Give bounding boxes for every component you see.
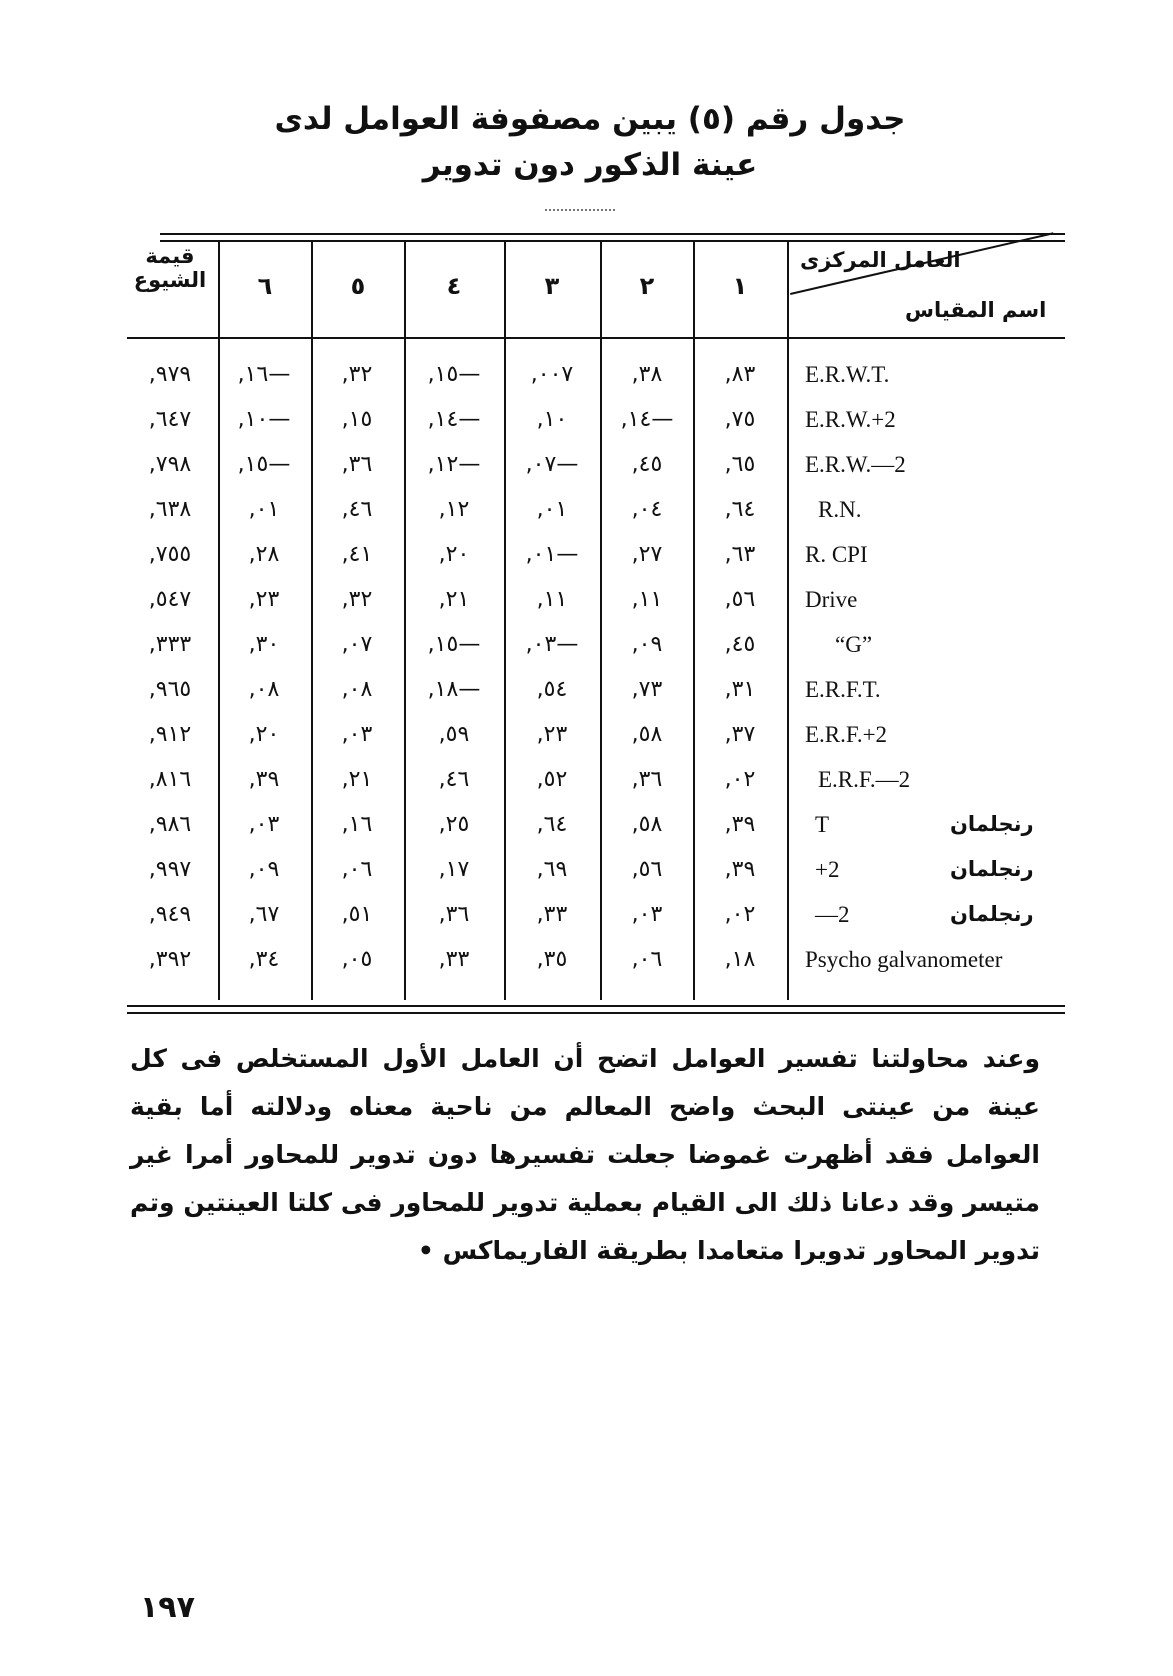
factor5-cell: ,٤٦ [341,497,373,522]
scale-name: Drive [805,587,858,612]
communality-cell: ,٩٩٧ [148,857,192,882]
factor3-cell: ,٥٤ [536,677,568,702]
scale-name: “G” [835,632,873,657]
factor4-cell: ,٣٦ [438,902,470,927]
communality-cell: ,٩٨٦ [148,812,192,837]
communality-cell: ,٦٣٨ [148,497,192,522]
factor6-cell: ,٠٨ [248,677,280,702]
factor-col-5: ٥ [350,272,366,300]
scale-name: E.R.F.—2 [818,767,911,792]
factor2-cell: ,٠٤ [631,497,663,522]
factor2-cell: ,٢٧ [631,542,663,567]
title-line-2: عينة الذكور دون تدوير [422,147,758,183]
factor4-cell: ,١٢ [438,497,470,522]
col-line [311,240,313,1000]
table-top-rule [160,233,1065,235]
table-header-rule [127,337,1065,339]
scale-name: E.R.W.+2 [805,407,896,432]
col-line [787,240,789,1000]
factor1-cell: ,٧٥ [724,407,756,432]
communality-cell: ,٣٣٣ [148,632,192,657]
communality-cell: ,٩٤٩ [148,902,192,927]
factor3-cell: ,١٠ [536,407,568,432]
factor2-cell: ,٧٣ [631,677,663,702]
factor4-cell: ,٤٦ [438,767,470,792]
factor2-cell: ,٣٦ [631,767,663,792]
scale-name: E.R.W.—2 [805,452,906,477]
page-number: ١٩٧ [140,1590,195,1625]
col-line [404,240,406,1000]
factor4-cell: ,١٨— [427,677,481,702]
factor6-cell: ,٣٩ [248,767,280,792]
factor1-cell: ,٥٦ [724,587,756,612]
factor3-cell: ,٦٩ [536,857,568,882]
factor3-cell: ,١١ [536,587,568,612]
factor2-cell: ,٥٨ [631,722,663,747]
factor1-cell: ,٨٣ [724,362,756,387]
factor5-cell: ,٤١ [341,542,373,567]
factor4-cell: ,٥٩ [438,722,470,747]
header-scale-label: اسم المقياس [905,298,1047,322]
scale-name-arabic: رنجلمان [950,857,1034,881]
communality-cell: ,٩٧٩ [148,362,192,387]
factor6-cell: ,٦٧ [248,902,280,927]
factor5-cell: ,٠٨ [341,677,373,702]
communality-header: قيمة الشيوع [133,244,207,292]
factor4-cell: ,٢٠ [438,542,470,567]
factor4-cell: ,٢٥ [438,812,470,837]
factor3-cell: ,٠٠٧ [530,362,574,387]
factor1-cell: ,٠٢ [724,902,756,927]
col-line [504,240,506,1000]
scale-name: T [815,812,830,837]
factor6-cell: ,٠١ [248,497,280,522]
communality-cell: ,٩٦٥ [148,677,192,702]
factor1-cell: ,٦٣ [724,542,756,567]
factor6-cell: ,٣٤ [248,947,280,972]
communality-cell: ,٥٤٧ [148,587,192,612]
factor6-cell: ,٢٨ [248,542,280,567]
factor5-cell: ,٣٢ [341,587,373,612]
factor6-cell: ,٣٠ [248,632,280,657]
factor6-cell: ,١٥— [237,452,291,477]
factor4-cell: ,١٢— [427,452,481,477]
factor5-cell: ,٥١ [341,902,373,927]
factor2-cell: ,٠٩ [631,632,663,657]
factor1-cell: ,٠٢ [724,767,756,792]
factor3-cell: ,٣٣ [536,902,568,927]
factor3-cell: ,٠١— [525,542,579,567]
factor3-cell: ,٠١ [536,497,568,522]
factor2-cell: ,٠٦ [631,947,663,972]
col-line [600,240,602,1000]
factor2-cell: ,٤٥ [631,452,663,477]
factor2-cell: ,٣٨ [631,362,663,387]
factor4-cell: ,٣٣ [438,947,470,972]
factor6-cell: ,٠٣ [248,812,280,837]
factor3-cell: ,٦٤ [536,812,568,837]
scale-name-arabic: رنجلمان [950,812,1034,836]
scale-name: E.R.F.T. [805,677,881,702]
factor6-cell: ,٢٠ [248,722,280,747]
factor1-cell: ,٣٩ [724,812,756,837]
factor5-cell: ,٠٥ [341,947,373,972]
body-paragraph: وعند محاولتنا تفسير العوامل اتضح أن العامل الأول المستخلص فى كل عينة من عينتى البحث واضح المعالم من ناحية معناه ودلالته أما بقية العوامل فقد أظهرت غموضا جعلت تفسيرها دون تدوير للمحاور أمرا غير متيسر وقد دعانا ذلك الى القيام بعملية تدوير للمحاور فى كلتا العينتين وتم تدوير المحاور تدويرا متعامدا بطريقة الفاريماكس • [130,1044,1040,1265]
factor3-cell: ,٥٢ [536,767,568,792]
table-top-rule-2 [160,240,1065,242]
col-line [218,240,220,1000]
factor6-cell: ,٠٩ [248,857,280,882]
col-line [693,240,695,1000]
communality-cell: ,٧٩٨ [148,452,192,477]
title-line-1: جدول رقم (٥) يبين مصفوفة العوامل لدى [274,101,906,137]
factor4-cell: ,١٥— [427,362,481,387]
factor5-cell: ,١٦ [341,812,373,837]
header-factor-label: العامل المركزى [800,248,961,272]
factor3-cell: ,٣٥ [536,947,568,972]
communality-cell: ,٦٤٧ [148,407,192,432]
factor-col-3: ٣ [544,272,560,300]
factor3-cell: ,٠٣— [525,632,579,657]
table-bottom-rule [127,1005,1065,1007]
factor2-cell: ,٥٨ [631,812,663,837]
factor5-cell: ,١٥ [341,407,373,432]
factor6-cell: ,٢٣ [248,587,280,612]
factor2-cell: ,١١ [631,587,663,612]
factor-col-6: ٦ [257,272,273,300]
factor2-cell: ,٥٦ [631,857,663,882]
scale-name-arabic: رنجلمان [950,902,1034,926]
scale-name: +2 [815,857,840,882]
scale-name: E.R.W.T. [805,362,890,387]
scale-name: E.R.F.+2 [805,722,888,747]
factor6-cell: ,١٦— [237,362,291,387]
communality-cell: ,٩١٢ [148,722,192,747]
factor1-cell: ,٣٩ [724,857,756,882]
scale-name: —2 [815,902,850,927]
factor5-cell: ,٢١ [341,767,373,792]
factor4-cell: ,١٧ [438,857,470,882]
factor3-cell: ,٠٧— [525,452,579,477]
factor3-cell: ,٢٣ [536,722,568,747]
factor4-cell: ,٢١ [438,587,470,612]
factor-col-4: ٤ [446,272,462,300]
title-divider [545,209,615,211]
factor1-cell: ,٣١ [724,677,756,702]
scale-name: R. CPI [805,542,868,567]
factor2-cell: ,٠٣ [631,902,663,927]
table-bottom-rule-2 [127,1012,1065,1014]
factor1-cell: ,٦٤ [724,497,756,522]
scale-name: R.N. [818,497,862,522]
factor5-cell: ,٣٢ [341,362,373,387]
factor4-cell: ,١٤— [427,407,481,432]
factor5-cell: ,٣٦ [341,452,373,477]
communality-cell: ,٨١٦ [148,767,192,792]
factor5-cell: ,٠٧ [341,632,373,657]
factor6-cell: ,١٠— [237,407,291,432]
communality-cell: ,٣٩٢ [148,947,192,972]
scale-name: Psycho galvanometer [805,947,1003,972]
table-title [200,96,980,188]
factor-col-1: ١ [732,272,748,300]
factor4-cell: ,١٥— [427,632,481,657]
factor1-cell: ,٦٥ [724,452,756,477]
factor1-cell: ,٤٥ [724,632,756,657]
factor5-cell: ,٠٦ [341,857,373,882]
factor1-cell: ,٣٧ [724,722,756,747]
communality-cell: ,٧٥٥ [148,542,192,567]
factor1-cell: ,١٨ [724,947,756,972]
factor2-cell: ,١٤— [620,407,674,432]
factor5-cell: ,٠٣ [341,722,373,747]
factor-col-2: ٢ [639,272,655,300]
